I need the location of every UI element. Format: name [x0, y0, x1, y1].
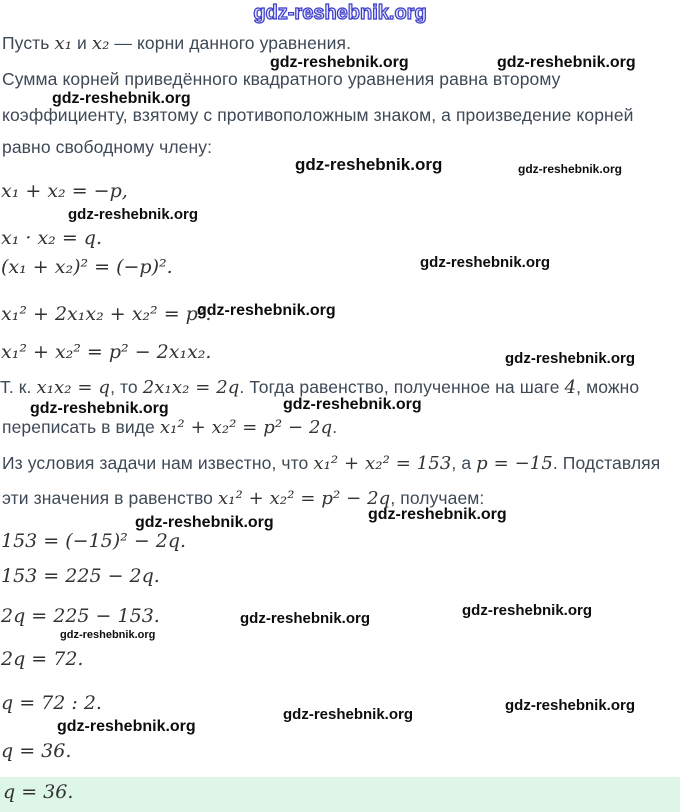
text-segment: . Подставляя [552, 453, 661, 473]
watermark: gdz-reshebnik.org [60, 629, 156, 641]
text-segment: переписать в виде [2, 417, 160, 437]
watermark: gdz-reshebnik.org [505, 350, 636, 367]
text-segment: . Тогда равенство, полученное на шаге [239, 377, 565, 397]
watermark: gdz-reshebnik.org [462, 602, 593, 619]
equation-153-225: 153 = 225 − 2q. [1, 565, 160, 587]
text-segment: , можно [576, 377, 640, 397]
watermark: gdz-reshebnik.org [68, 206, 199, 223]
text-segment: и [72, 33, 92, 53]
math-identity-2: x₁² + x₂² = p² − 2q [217, 488, 391, 509]
paragraph-vieta-line3: равно свободному члену: [2, 137, 213, 157]
watermark: gdz-reshebnik.org [135, 514, 274, 531]
equation-153-squared: 153 = (−15)² − 2q. [1, 530, 187, 552]
watermark: gdz-reshebnik.org [52, 90, 191, 107]
watermark: gdz-reshebnik.org [283, 706, 414, 723]
math-sum-squares-153: x₁² + x₂² = 153 [313, 453, 452, 474]
answer-highlight [0, 777, 680, 812]
text-segment: Пусть [2, 33, 55, 53]
text-segment: — корни данного уравнения. [109, 33, 352, 53]
math-x1x2-q: x₁x₂ = q [36, 377, 111, 398]
watermark: gdz-reshebnik.org [30, 400, 169, 417]
equation-expanded: x₁² + 2x₁x₂ + x₂² = p². [1, 303, 212, 325]
equation-2q-72: 2q = 72. [1, 648, 84, 670]
equation-q-36: q = 36. [1, 740, 72, 762]
text-segment: . [332, 417, 338, 437]
watermark: gdz-reshebnik.org [420, 254, 551, 271]
watermark: gdz-reshebnik.org [240, 610, 371, 627]
paragraph-given [2, 453, 660, 474]
math-p-minus15: p = −15 [476, 453, 553, 474]
equation-2q-difference: 2q = 225 − 153. [1, 605, 160, 627]
text-segment: Т. к. [0, 377, 37, 397]
watermark: gdz-reshebnik.org [197, 302, 336, 319]
watermark: gdz-reshebnik.org [295, 155, 443, 174]
text-segment: , получаем: [390, 488, 485, 508]
answer-equation: q = 36. [3, 781, 74, 803]
watermark: gdz-reshebnik.org [57, 718, 196, 735]
text-segment: эти значения в равенство [2, 488, 218, 508]
math-x2: x₂ [91, 33, 110, 54]
equation-squared-sum: (x₁ + x₂)² = (−p)². [1, 256, 173, 278]
watermark: gdz-reshebnik.org [518, 162, 623, 176]
text-segment: , а [451, 453, 477, 473]
watermark: gdz-reshebnik.org [497, 54, 636, 71]
watermark: gdz-reshebnik.org [505, 697, 636, 714]
paragraph-since [0, 377, 639, 398]
math-2x1x2-2q: 2x₁x₂ = 2q [142, 377, 240, 398]
equation-sum-roots: x₁ + x₂ = −p, [1, 180, 128, 202]
math-x1: x₁ [54, 33, 73, 54]
site-watermark-header: gdz-reshebnik.org [253, 2, 427, 24]
text-segment: , то [110, 377, 143, 397]
math-identity: x₁² + x₂² = p² − 2q [159, 417, 333, 438]
equation-rearranged: x₁² + x₂² = p² − 2x₁x₂. [1, 341, 212, 363]
paragraph-rewrite [2, 417, 337, 438]
equation-product-roots: x₁ · x₂ = q. [1, 227, 102, 249]
watermark: gdz-reshebnik.org [270, 54, 409, 71]
watermark: gdz-reshebnik.org [368, 506, 507, 523]
math-step-4: 4 [564, 377, 577, 398]
paragraph-let-roots [2, 33, 351, 54]
paragraph-vieta-line2: коэффициенту, взятому с противоположным знаком, а произведение корней [2, 105, 634, 125]
text-segment: Из условия задачи нам известно, что [2, 453, 314, 473]
equation-q-divide: q = 72 : 2. [1, 692, 102, 714]
paragraph-vieta-line1: Сумма корней приведённого квадратного уравнения равна второму [2, 69, 561, 89]
watermark: gdz-reshebnik.org [283, 396, 422, 413]
